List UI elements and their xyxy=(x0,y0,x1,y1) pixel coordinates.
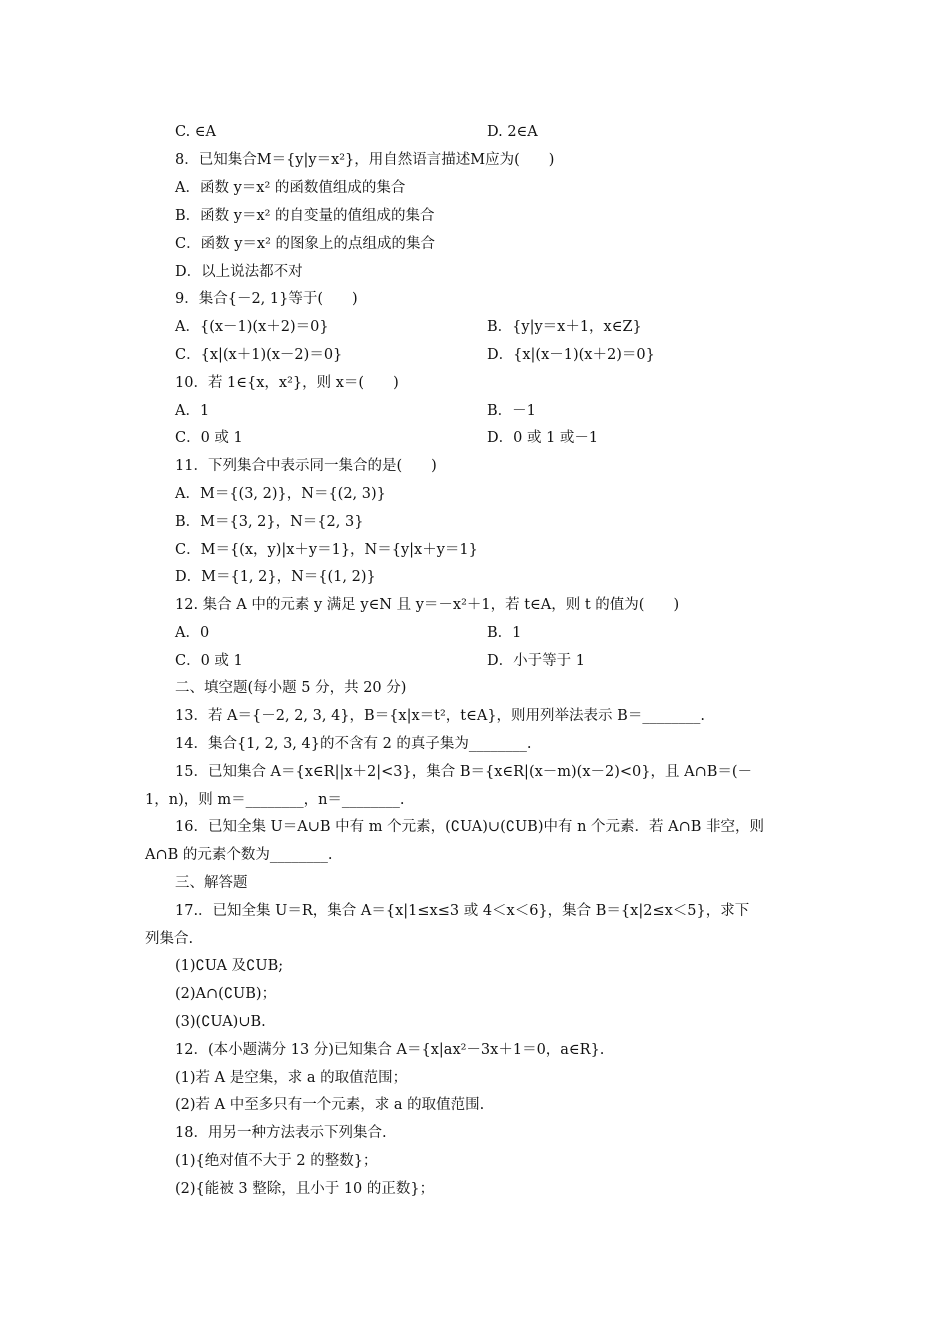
q9-option-a: A．{(x－1)(x＋2)＝0} xyxy=(175,319,329,335)
q11-option-b: B．M＝{3, 2}，N＝{2, 3} xyxy=(175,514,364,530)
q12-option-c: C．0 或 1 xyxy=(175,653,243,669)
q8-option-a: A．函数 y＝x² 的函数值组成的集合 xyxy=(175,180,406,196)
q10-option-b: B．－1 xyxy=(487,403,536,419)
q7-option-c: C. ∈A xyxy=(175,124,217,140)
q12-stem: 12. 集合 A 中的元素 y 满足 y∈N 且 y＝－x²＋1，若 t∈A，则 t 的值为( ) xyxy=(175,597,680,613)
q14-text: 14．集合{1, 2, 3, 4}的不含有 2 的真子集为________. xyxy=(175,736,532,752)
q10-option-c: C．0 或 1 xyxy=(175,430,243,446)
q8-option-b: B．函数 y＝x² 的自变量的值组成的集合 xyxy=(175,208,435,224)
section-solutions-heading: 三、解答题 xyxy=(175,875,248,891)
q9-option-d: D．{x|(x－1)(x＋2)＝0} xyxy=(487,347,655,363)
q12b-part1: (1)若 A 是空集，求 a 的取值范围； xyxy=(175,1070,408,1086)
q9-option-c: C．{x|(x＋1)(x－2)＝0} xyxy=(175,347,343,363)
q8-option-d: D．以上说法都不对 xyxy=(175,264,303,280)
q12b-stem: 12．(本小题满分 13 分)已知集合 A＝{x|ax²－3x＋1＝0，a∈R}. xyxy=(175,1042,605,1058)
q17-part3: (3)(∁UA)∪B. xyxy=(175,1014,266,1030)
q8-option-c: C．函数 y＝x² 的图象上的点组成的集合 xyxy=(175,236,435,252)
q11-stem: 11．下列集合中表示同一集合的是( ) xyxy=(175,458,437,474)
q15-line1: 15．已知集合 A＝{x∈R||x＋2|<3}，集合 B＝{x∈R|(x－m)(x－2)<0}，且 A∩B＝(－ xyxy=(175,764,753,780)
q18-stem: 18．用另一种方法表示下列集合. xyxy=(175,1125,387,1141)
q17-part1: (1)∁UA 及∁UB; xyxy=(175,958,284,974)
q17-part2: (2)A∩(∁UB)； xyxy=(175,986,277,1002)
q12b-part2: (2)若 A 中至多只有一个元素，求 a 的取值范围. xyxy=(175,1097,485,1113)
q7-option-d: D. 2∈A xyxy=(487,124,538,140)
q12-option-d: D．小于等于 1 xyxy=(487,653,585,669)
q16-line1: 16．已知全集 U＝A∪B 中有 m 个元素，(∁UA)∪(∁UB)中有 n 个元素．若 A∩B 非空，则 xyxy=(175,819,765,835)
q17-line1: 17.．已知全集 U＝R，集合 A＝{x|1≤x≤3 或 4＜x＜6}，集合 B＝{x|2≤x＜5}，求下 xyxy=(175,903,750,919)
q12-option-b: B．1 xyxy=(487,625,522,641)
q8-stem: 8．已知集合M＝{y|y＝x²}，用自然语言描述M应为( ) xyxy=(175,152,555,168)
q10-stem: 10．若 1∈{x，x²}，则 x＝( ) xyxy=(175,375,399,391)
q11-option-d: D．M＝{1, 2}，N＝{(1, 2)} xyxy=(175,569,376,585)
q12-option-a: A．0 xyxy=(175,625,210,641)
q18-part1: (1){绝对值不大于 2 的整数}； xyxy=(175,1153,378,1169)
q10-option-a: A．1 xyxy=(175,403,210,419)
q13-text: 13．若 A＝{－2, 2, 3, 4}，B＝{x|x＝t²，t∈A}，则用列举法表示 B＝________. xyxy=(175,708,705,724)
q9-stem: 9．集合{－2, 1}等于( ) xyxy=(175,291,358,307)
section-fill-in-heading: 二、填空题(每小题 5 分，共 20 分) xyxy=(175,680,407,696)
q18-part2: (2){能被 3 整除，且小于 10 的正数}； xyxy=(175,1181,435,1197)
q11-option-a: A．M＝{(3, 2)}，N＝{(2, 3)} xyxy=(175,486,386,502)
q17-line2: 列集合. xyxy=(145,931,194,947)
q11-option-c: C．M＝{(x，y)|x＋y＝1}，N＝{y|x＋y＝1} xyxy=(175,542,478,558)
q16-line2: A∩B 的元素个数为________. xyxy=(145,847,333,863)
q15-line2: 1，n)，则 m＝________，n＝________. xyxy=(145,792,405,808)
q9-option-b: B．{y|y＝x＋1，x∈Z} xyxy=(487,319,642,335)
q10-option-d: D．0 或 1 或－1 xyxy=(487,430,599,446)
